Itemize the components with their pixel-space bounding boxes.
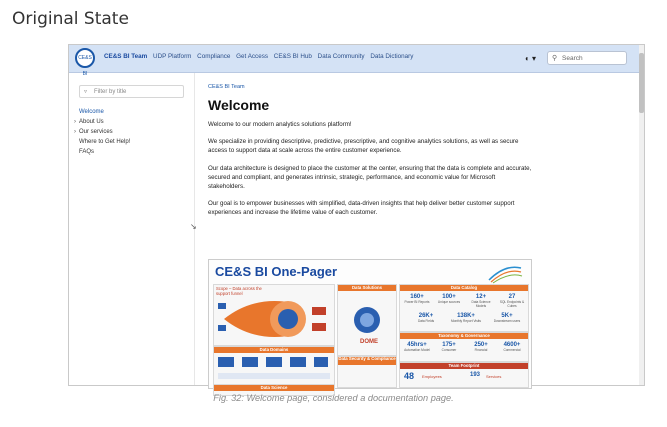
data-catalog-header: Data Catalog — [400, 285, 528, 291]
sidebar-item-welcome[interactable] — [79, 107, 130, 117]
data-domains-panel — [213, 346, 335, 388]
stat-value: 26K+ — [418, 313, 434, 319]
employee-label: Employees — [422, 374, 442, 379]
stat-unique-sources — [434, 294, 464, 304]
paragraph-architecture: Our data architecture is designed to place the customer at the center, ensuring that the data is complete and accurate, secured and compliant, and generates intrinsic, strategic, performance, and economic value for Microsoft stakeholders. — [208, 165, 532, 190]
paragraph-goal: Our goal is to empower businesses with simplified, data-driven insights that help deliver better customer support experiences and increase the lifetime value of each customer. — [208, 200, 515, 216]
chevron-right-icon[interactable]: › — [74, 119, 76, 125]
domain-icon — [218, 357, 234, 367]
stat-data-science-models — [466, 294, 496, 308]
stat-label: Unique sources — [437, 300, 461, 304]
sidebar-item-label: Our services — [79, 129, 113, 135]
stat-data-fields — [408, 313, 444, 323]
dome-label: DOME — [360, 339, 378, 345]
paragraph-services: We specialize in providing descriptive, predictive, prescriptive, and cognitive analytics solutions, as well as secure access to support data at scale across the entire customer experience. — [208, 138, 519, 154]
sidebar — [69, 73, 195, 385]
stat-label: Financial — [474, 348, 488, 352]
scrollbar-thumb[interactable] — [639, 53, 644, 113]
theme-toggle-icon[interactable]: ◐ ▾ — [525, 54, 537, 63]
nav-item-ces-bi-team[interactable]: CE&S BI Team — [104, 53, 148, 60]
filter-icon: ▿ — [84, 89, 88, 95]
top-nav-bar — [69, 45, 644, 77]
nav-item-ces-bi-hub[interactable]: CE&S BI Hub — [273, 53, 312, 60]
stat-label: Commercial — [503, 348, 521, 352]
data-domains-header: Data Domains — [214, 347, 334, 353]
solutions-circle-icon — [352, 305, 382, 335]
stat-financial — [466, 342, 496, 352]
mouse-cursor-icon: ↘ — [190, 222, 197, 231]
domain-icon — [314, 357, 328, 367]
swirl-logo-icon — [485, 262, 525, 284]
domain-icon — [242, 357, 258, 367]
nav-item-compliance[interactable]: Compliance — [197, 53, 231, 60]
data-catalog-panel — [399, 284, 529, 332]
data-security-panel — [337, 356, 397, 388]
stat-monthly-visits — [446, 313, 486, 323]
scope-panel — [213, 284, 335, 346]
nav-item-data-community[interactable]: Data Community — [317, 53, 365, 60]
stat-label: Power BI Reports — [404, 300, 430, 304]
team-footprint-header: Team Footprint — [400, 363, 528, 369]
data-solutions-panel — [337, 284, 397, 356]
stat-label: Downstream users — [493, 319, 521, 323]
stat-label: Consumer — [441, 348, 457, 352]
main-content — [208, 73, 628, 390]
page-title: Welcome — [208, 97, 270, 113]
stat-value: 4600+ — [503, 342, 521, 348]
stat-downstream-users — [488, 313, 526, 323]
search-icon: ⚲ — [552, 55, 558, 62]
sidebar-item-label: FAQs — [79, 149, 95, 155]
data-security-header: Data Security & Compliance — [338, 357, 396, 365]
filter-placeholder: Filter by title — [94, 89, 127, 95]
stat-value: 175+ — [442, 342, 456, 348]
search-input[interactable] — [547, 51, 627, 65]
taxonomy-header: Taxonomy & Governance — [400, 333, 528, 339]
breadcrumb[interactable]: CE&S BI Team — [208, 84, 245, 90]
funnel-diagram — [214, 295, 334, 343]
stat-value: 27 — [508, 294, 516, 300]
nav-item-data-dictionary[interactable]: Data Dictionary — [370, 53, 414, 60]
data-solutions-header: Data Solutions — [338, 285, 396, 291]
stat-value: 45hrs+ — [407, 342, 427, 348]
stat-value: 138K+ — [457, 313, 475, 319]
scope-text: Scope – Data across the support funnel — [216, 286, 262, 296]
domain-bar — [218, 373, 330, 379]
sidebar-item-where-to-get-help[interactable] — [79, 137, 130, 147]
stat-commercial — [497, 342, 527, 352]
stat-sql-endpoints — [497, 294, 527, 308]
caption-title: Original State — [12, 9, 129, 29]
one-pager-image — [208, 259, 532, 389]
employee-count: 48 — [404, 371, 415, 381]
stat-value: 250+ — [474, 342, 488, 348]
paragraph-intro: Welcome to our modern analytics solutions platform! — [208, 121, 352, 128]
browser-frame — [68, 44, 645, 390]
nav-item-get-access[interactable]: Get Access — [236, 53, 269, 60]
stat-label: SQL Endpoints & Cubes — [499, 300, 525, 308]
stat-consumer — [434, 342, 464, 352]
stat-label: Data Science Models — [471, 300, 491, 308]
sidebar-item-about-us[interactable] — [74, 117, 130, 127]
stat-label: Monthly Report Visits — [450, 319, 482, 323]
figure-caption: Fig. 32: Welcome page, considered a documentation page. — [213, 393, 454, 403]
page-scrollbar[interactable] — [639, 45, 644, 385]
filter-input[interactable] — [79, 85, 184, 98]
services-label: Services — [486, 374, 502, 379]
sidebar-item-our-services[interactable] — [74, 127, 130, 137]
stat-label: Automation Model — [404, 348, 430, 352]
stat-automation — [402, 342, 432, 352]
stat-value: 12+ — [475, 294, 487, 300]
taxonomy-panel — [399, 332, 529, 362]
sidebar-item-label: Where to Get Help! — [79, 139, 131, 145]
domain-icon — [266, 357, 282, 367]
top-nav — [104, 53, 417, 60]
sidebar-item-label: Welcome — [79, 109, 104, 115]
sidebar-item-faqs[interactable] — [79, 147, 130, 157]
sidebar-list — [74, 107, 131, 157]
one-pager-title: CE&S BI One-Pager — [215, 264, 338, 279]
stat-power-bi-reports — [402, 294, 432, 304]
data-science-header: Data Science — [214, 385, 334, 391]
sidebar-item-label: About Us — [79, 119, 104, 125]
site-logo[interactable]: CE&S BI — [75, 48, 95, 68]
nav-item-udp-platform[interactable]: UDP Platform — [153, 53, 192, 60]
services-count: 193 — [470, 372, 481, 378]
stat-value: 100+ — [442, 294, 456, 300]
chevron-right-icon[interactable]: › — [74, 129, 76, 135]
domain-icon — [290, 357, 306, 367]
stat-label: Data Fields — [417, 319, 435, 323]
team-footprint-panel — [399, 362, 529, 388]
stat-value: 160+ — [410, 294, 424, 300]
stat-value: 5K+ — [501, 313, 513, 319]
search-placeholder: Search — [562, 55, 583, 62]
